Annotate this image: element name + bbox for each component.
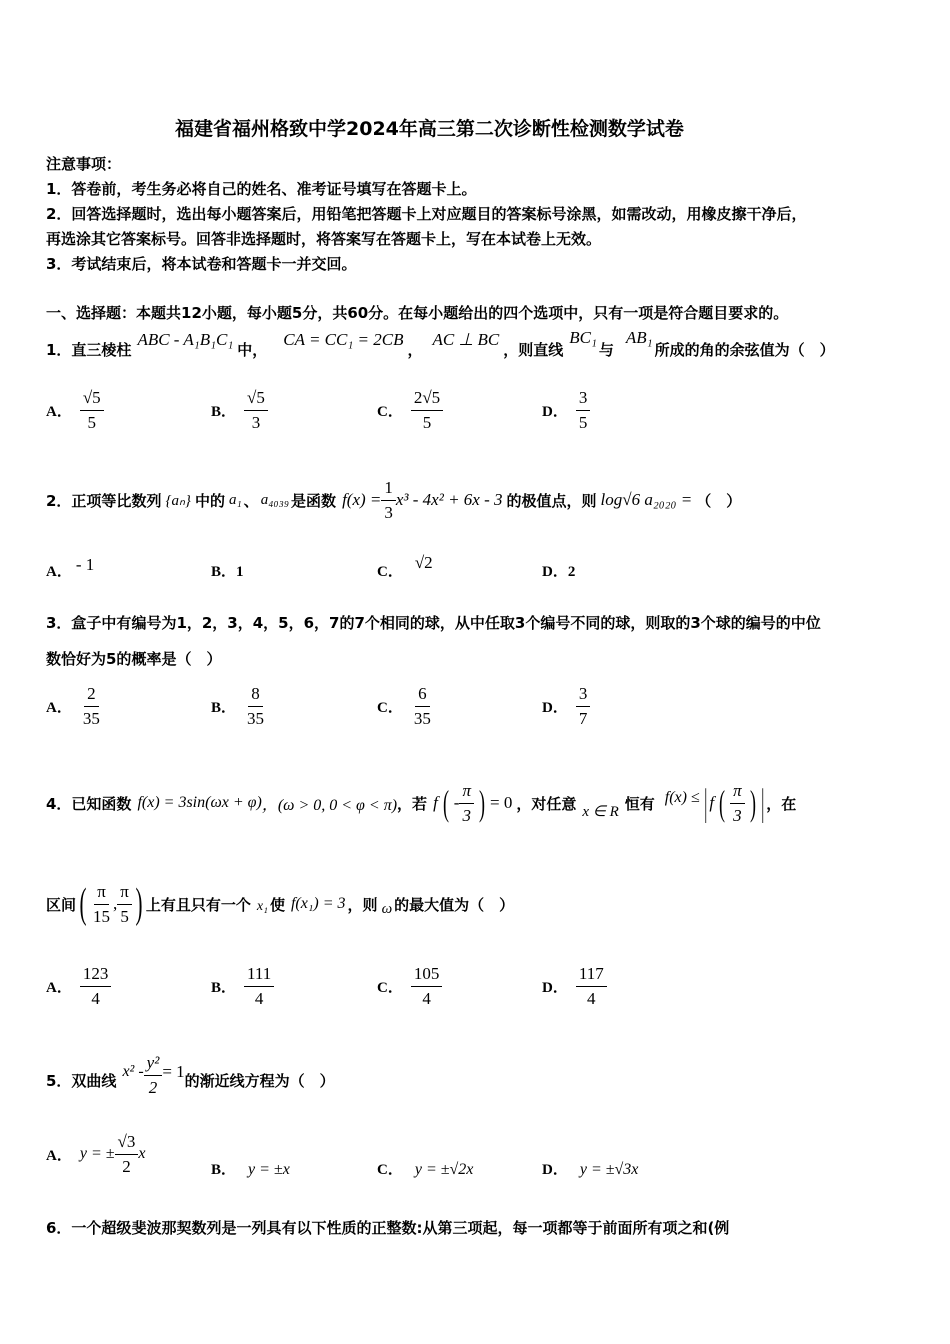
fraction-numerator: √5	[244, 388, 268, 411]
q4-text: 上有且只有一个	[145, 895, 251, 914]
option-fraction	[411, 964, 443, 1008]
notice-heading: 注意事项：	[46, 155, 122, 173]
q4-abs-right: |	[760, 782, 764, 824]
q4-interval-right	[117, 882, 132, 926]
fraction-numerator: 3	[576, 388, 591, 411]
fraction-denominator: 2	[148, 1077, 158, 1097]
option-fraction	[80, 964, 112, 1008]
q4-interval-left-paren: (	[79, 881, 87, 927]
fraction-denominator: 35	[82, 708, 100, 728]
option-label: C．	[377, 1162, 403, 1178]
fraction-denominator: 4	[587, 988, 596, 1008]
fraction-denominator: 2	[122, 1156, 131, 1176]
q2-function-right: x³ - 4x² + 6x - 3	[395, 490, 503, 509]
q4-text: ，对任意	[516, 794, 577, 813]
q2-option-c[interactable]	[377, 553, 433, 581]
q4-option-b[interactable]	[211, 964, 274, 1008]
q2-text: 中的	[194, 491, 225, 510]
q4-fx1: f(x₁) = 3	[290, 895, 346, 912]
q1-prism: ABC - A₁B₁C₁	[137, 330, 234, 349]
q1-text: 与	[598, 340, 614, 359]
q1-text: ，	[407, 340, 423, 359]
q2-text: 、	[243, 491, 259, 510]
option-label: C．	[377, 564, 403, 580]
q4-abs-fraction	[730, 781, 745, 825]
option-label: A．	[46, 564, 72, 580]
q4-right-paren: )	[479, 783, 485, 823]
fraction-denominator: 35	[247, 708, 265, 728]
fraction-numerator: √5	[80, 388, 104, 411]
q3-option-b[interactable]	[211, 684, 267, 728]
option-fraction	[115, 1132, 139, 1176]
q2-text: 是函数	[291, 491, 337, 510]
fraction-denominator: 4	[254, 988, 264, 1008]
q4-left-paren: (	[442, 783, 449, 823]
section-heading: 一、选择题：本题共12小题，每小题5分，共60分。在每小题给出的四个选项中，只有一项是符合题目要求的。	[46, 304, 789, 322]
q4-interval-left	[90, 882, 113, 926]
fraction-denominator: 4	[91, 988, 100, 1008]
q4-abs-left: |	[704, 782, 708, 824]
fraction-numerator: 117	[576, 964, 607, 987]
option-fraction	[411, 684, 434, 728]
q2-sequence: {aₙ}	[165, 492, 191, 509]
q1-text: ，则直线	[503, 340, 564, 359]
fraction-numerator: 6	[415, 684, 430, 707]
option-value: y = ±√2x	[414, 1161, 474, 1178]
fraction-numerator: 111	[244, 964, 274, 987]
q5-hyperbola-left: x² -	[122, 1063, 144, 1080]
notice-item: 3．考试结束后，将本试卷和答题卡一并交回。	[46, 255, 357, 273]
q3-option-a[interactable]	[46, 684, 103, 728]
option-label: A．	[46, 979, 72, 996]
q4-domain: x ∈ R	[582, 803, 619, 820]
q5-text: 5．双曲线	[46, 1071, 117, 1090]
option-fraction	[576, 684, 591, 728]
option-label: A．	[46, 1147, 72, 1164]
fraction-denominator: 5	[578, 412, 588, 432]
option-label: A．	[46, 699, 72, 716]
q4-interval-sep: ,	[113, 894, 118, 913]
question-2-stem	[46, 475, 741, 525]
q2-option-b[interactable]	[211, 560, 244, 581]
fraction-numerator: 3	[576, 684, 591, 707]
fraction-denominator: 7	[578, 708, 588, 728]
option-label: D．	[542, 979, 568, 996]
q2-text: 的极值点，则	[506, 491, 597, 510]
option-fraction	[80, 684, 103, 728]
fraction-denominator: 15	[93, 906, 111, 926]
q4-text: ，若	[397, 794, 428, 813]
option-label: C．	[377, 403, 403, 420]
question-4-stem	[46, 775, 796, 831]
q4-condition-fraction	[459, 781, 474, 825]
q1-line-bc1: BC₁	[569, 328, 597, 347]
q2-option-d[interactable]	[542, 560, 575, 581]
q4-text: ，则	[347, 895, 378, 914]
q3-option-d[interactable]	[542, 684, 590, 728]
option-fraction	[576, 388, 591, 432]
q1-condition: CA = CC₁ = 2CB	[283, 330, 404, 349]
fraction-denominator: 3	[251, 412, 261, 432]
notice-item: 再选涂其它答案标号。回答非选择题时，将答案写在答题卡上，写在本试卷上无效。	[46, 230, 602, 248]
fraction-denominator: 3	[462, 805, 471, 825]
question-3-stem-cont: 数恰好为5的概率是（ ）	[46, 650, 222, 668]
fraction-numerator: y²	[144, 1053, 163, 1076]
q4-text: 的最大值为（ ）	[394, 895, 515, 914]
option-fraction	[411, 388, 443, 432]
q4-function: f(x) = 3sin(ωx + φ)	[137, 794, 262, 811]
q4-text: 4．已知函数	[46, 794, 132, 813]
q3-option-c[interactable]	[377, 684, 434, 728]
q2-text: 2．正项等比数列	[46, 491, 162, 510]
fraction-numerator: 2√5	[411, 388, 443, 411]
q4-omega: ω	[381, 900, 393, 917]
option-fraction	[244, 684, 267, 728]
q1-text: 中，	[237, 340, 268, 359]
fraction-numerator: √3	[115, 1132, 139, 1155]
notice-item: 2．回答选择题时，选出每小题答案后，用铅笔把答题卡上对应题目的答案标号涂黑，如需改动，用橡皮擦干净后，	[46, 205, 807, 223]
question-1-stem	[46, 328, 835, 358]
q4-option-d[interactable]	[542, 964, 607, 1008]
q4-inequality: f(x) ≤	[664, 789, 700, 806]
q2-function-fraction	[381, 478, 396, 522]
q4-text: 区间	[46, 895, 77, 914]
fraction-denominator: 3	[733, 805, 742, 825]
q5-hyperbola-right: = 1	[162, 1062, 185, 1081]
option-label: C．	[377, 699, 403, 716]
fraction-numerator: π	[94, 882, 109, 905]
fraction-numerator: 105	[411, 964, 443, 987]
fraction-numerator: 8	[248, 684, 263, 707]
option-label: D．	[542, 403, 568, 420]
fraction-numerator: π	[117, 882, 132, 905]
q1-line-ab1: AB₁	[625, 328, 653, 347]
fraction-numerator: 2	[84, 684, 99, 707]
q2-text: （ ）	[696, 491, 742, 510]
q1-option-b[interactable]	[211, 388, 268, 432]
q2-log-expression: log√6 a₂₀₂₀ =	[600, 490, 693, 509]
question-4-stem-cont	[46, 876, 514, 932]
q4-left-paren: (	[719, 783, 726, 823]
q4-x1: x₁	[256, 899, 268, 914]
q5-text: 的渐近线方程为（ ）	[184, 1071, 335, 1090]
q4-text: 恒有	[624, 794, 655, 813]
option-label: D．	[542, 1162, 568, 1178]
q1-perp: AC ⊥ BC	[432, 330, 500, 349]
fraction-numerator: π	[730, 781, 745, 804]
q1-text: 所成的角的余弦值为（ ）	[654, 340, 835, 359]
q2-term-a4039: a₄₀₃₉	[260, 491, 290, 508]
fraction-denominator: 4	[422, 988, 431, 1008]
fraction-denominator: 5	[87, 412, 97, 432]
q4-interval-right-paren: )	[135, 881, 143, 927]
q4-equals-zero: = 0	[490, 793, 513, 812]
option-label: C．	[377, 979, 403, 996]
question-5-stem	[46, 1050, 335, 1100]
q1-text: 1．直三棱柱	[46, 340, 132, 359]
q5-option-b[interactable]	[211, 1158, 290, 1179]
q4-text: ，在	[766, 794, 797, 813]
option-value: - 1	[75, 555, 95, 574]
q4-right-paren: )	[749, 783, 756, 823]
option-label: B．	[211, 699, 237, 716]
option-value: y = ±√3x	[579, 1161, 639, 1178]
option-label: B．	[211, 564, 237, 580]
option-prefix: y = ±	[79, 1145, 115, 1163]
fraction-denominator: 35	[413, 708, 431, 728]
fraction-numerator: 123	[80, 964, 112, 987]
question-3-stem: 3．盒子中有编号为1，2，3，4，5，6，7的7个相同的球，从中任取3个编号不同的球，则取的3个球的编号的中位	[46, 614, 821, 632]
option-label: B．	[211, 979, 237, 996]
option-value: 2	[567, 564, 576, 580]
exam-title: 福建省福州格致中学2024年高三第二次诊断性检测数学试卷	[175, 118, 684, 140]
option-fraction	[244, 388, 268, 432]
option-value: 1	[236, 564, 244, 580]
q1-option-c[interactable]	[377, 388, 443, 432]
fraction-numerator: 1	[381, 478, 396, 501]
q5-option-c[interactable]	[377, 1158, 473, 1179]
q4-text: 使	[269, 895, 285, 914]
fraction-numerator: π	[459, 781, 474, 804]
q2-function-left: f(x) =	[342, 490, 382, 509]
option-value: √2	[414, 553, 433, 572]
option-label: B．	[211, 403, 237, 420]
q4-minus: -	[453, 793, 460, 812]
fraction-denominator: 3	[384, 502, 393, 522]
option-value: y = ±x	[248, 1161, 290, 1178]
q2-option-a[interactable]	[46, 555, 95, 581]
notice-item: 1．答卷前，考生务必将自己的姓名、准考证号填写在答题卡上。	[46, 180, 477, 198]
q5-hyperbola-fraction	[144, 1053, 163, 1097]
q4-option-a[interactable]	[46, 964, 111, 1008]
option-label: A．	[46, 403, 72, 420]
option-fraction	[576, 964, 607, 1008]
q4-condition-f: f	[433, 793, 438, 812]
q1-option-d[interactable]	[542, 388, 590, 432]
q4-abs-f: f	[709, 793, 715, 812]
q2-term-a1: a₁	[228, 491, 242, 508]
option-fraction	[244, 964, 274, 1008]
question-6-stem: 6．一个超级斐波那契数列是一列具有以下性质的正整数:从第三项起，每一项都等于前面所有项之和(例	[46, 1219, 730, 1237]
option-label: B．	[211, 1162, 237, 1178]
fraction-denominator: 5	[422, 412, 432, 432]
q5-option-a[interactable]	[46, 1132, 145, 1176]
option-suffix: x	[138, 1145, 146, 1163]
q1-option-a[interactable]	[46, 388, 104, 432]
option-label: D．	[542, 564, 568, 580]
fraction-denominator: 5	[120, 906, 129, 926]
option-label: D．	[542, 699, 568, 716]
q5-option-d[interactable]	[542, 1158, 638, 1179]
q4-constraints: ，(ω > 0, 0 < φ < π)	[261, 796, 398, 814]
option-fraction	[80, 388, 104, 432]
q4-option-c[interactable]	[377, 964, 442, 1008]
